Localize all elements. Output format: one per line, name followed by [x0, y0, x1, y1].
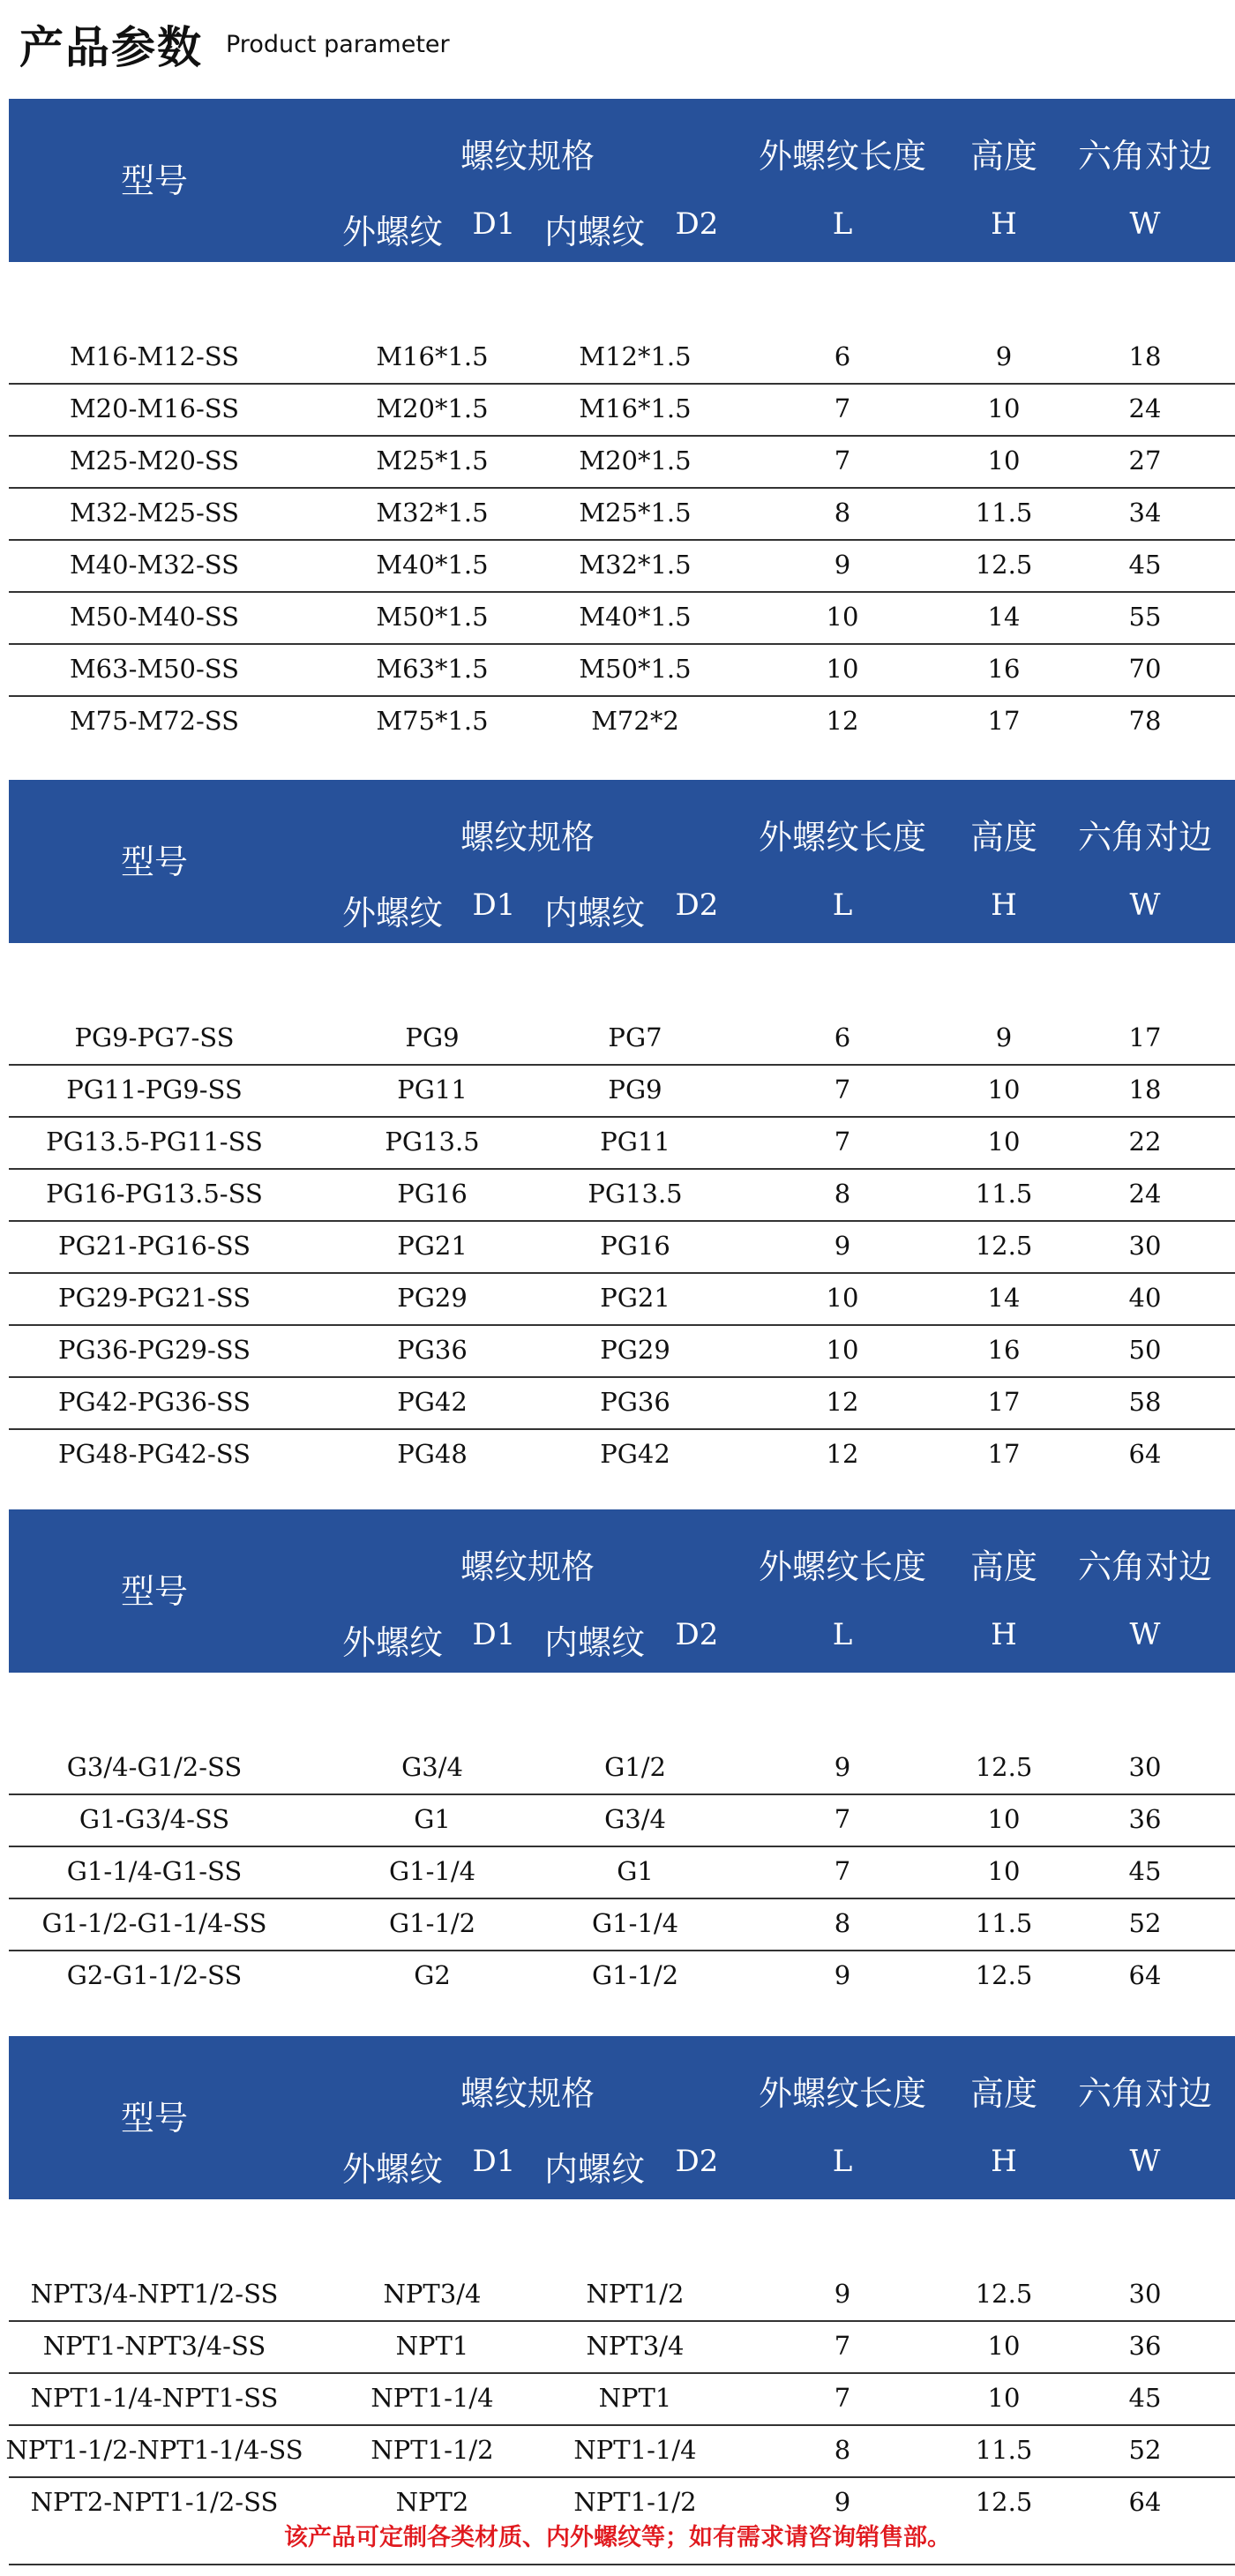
cell-hex: 30: [1128, 1231, 1162, 1261]
cell-inner-thread: M20*1.5: [579, 446, 692, 476]
cell-hex: 64: [1128, 1439, 1162, 1469]
cell-height: 10: [987, 393, 1021, 423]
cell-outer-thread: PG16: [397, 1179, 468, 1209]
cell-height: 10: [987, 1804, 1021, 1834]
cell-inner-thread: PG13.5: [588, 1179, 683, 1209]
cell-length: 10: [826, 1335, 859, 1365]
header-w: W: [1129, 887, 1161, 923]
cell-length: 9: [834, 2487, 851, 2517]
cell-height: 12.5: [975, 1752, 1033, 1782]
header-h: H: [991, 1617, 1017, 1652]
cell-length: 8: [834, 2435, 851, 2465]
cell-inner-thread: G1-1/4: [591, 1908, 679, 1938]
cell-outer-thread: NPT1-1/2: [370, 2435, 494, 2465]
cell-model: G1-G3/4-SS: [79, 1804, 230, 1834]
table-row: [9, 2270, 1235, 2322]
cell-hex: 30: [1128, 1752, 1162, 1782]
cell-hex: 52: [1128, 2435, 1162, 2465]
header-hex-across-flats: 六角对边: [1077, 137, 1213, 176]
table-row: [9, 1014, 1235, 1066]
table-body: [9, 333, 1235, 747]
cell-hex: 30: [1128, 2279, 1162, 2309]
header-w: W: [1129, 2144, 1161, 2179]
cell-height: 10: [987, 1075, 1021, 1105]
cell-outer-thread: M63*1.5: [376, 654, 489, 684]
table-header: [9, 780, 1235, 943]
cell-hex: 40: [1128, 1283, 1162, 1313]
cell-hex: 18: [1128, 1075, 1162, 1105]
header-h: H: [991, 887, 1017, 923]
cell-length: 7: [834, 2383, 851, 2413]
header-outer-thread: 外螺纹: [341, 2150, 444, 2189]
cell-length: 10: [826, 1283, 859, 1313]
cell-model: PG13.5-PG11-SS: [46, 1127, 263, 1157]
cell-height: 10: [987, 2383, 1021, 2413]
cell-length: 7: [834, 393, 851, 423]
cell-height: 12.5: [975, 1231, 1033, 1261]
table-body: [9, 1743, 1235, 2002]
cell-inner-thread: M50*1.5: [579, 654, 692, 684]
table-row: [9, 1066, 1235, 1118]
cell-inner-thread: M12*1.5: [579, 341, 692, 371]
cell-model: M50-M40-SS: [69, 602, 240, 632]
cell-inner-thread: PG42: [600, 1439, 670, 1469]
cell-model: M63-M50-SS: [69, 654, 240, 684]
header-model: 型号: [120, 842, 189, 881]
cell-inner-thread: PG7: [608, 1022, 662, 1052]
cell-hex: 58: [1128, 1387, 1162, 1417]
cell-model: NPT1-1/4-NPT1-SS: [30, 2383, 279, 2413]
header-external-length: 外螺纹长度: [758, 818, 927, 857]
header-w: W: [1129, 1617, 1161, 1652]
table-row: [9, 1795, 1235, 1847]
header-d2: D2: [675, 2144, 719, 2179]
cell-outer-thread: NPT1-1/4: [370, 2383, 494, 2413]
cell-height: 9: [995, 341, 1013, 371]
header-thread-spec: 螺纹规格: [460, 1547, 595, 1586]
cell-model: M32-M25-SS: [69, 498, 240, 528]
cell-height: 12.5: [975, 2279, 1033, 2309]
cell-height: 17: [987, 1387, 1021, 1417]
header-external-length: 外螺纹长度: [758, 1547, 927, 1586]
cell-model: NPT1-1/2-NPT1-1/4-SS: [5, 2435, 303, 2465]
cell-inner-thread: PG36: [600, 1387, 670, 1417]
cell-model: PG9-PG7-SS: [74, 1022, 235, 1052]
cell-inner-thread: G1-1/2: [591, 1960, 679, 1990]
cell-hex: 34: [1128, 498, 1162, 528]
header-height: 高度: [969, 818, 1038, 857]
cell-outer-thread: PG36: [397, 1335, 468, 1365]
cell-inner-thread: M32*1.5: [579, 550, 692, 580]
cell-length: 7: [834, 1856, 851, 1886]
cell-hex: 64: [1128, 2487, 1162, 2517]
cell-inner-thread: M16*1.5: [579, 393, 692, 423]
cell-inner-thread: G1: [617, 1856, 654, 1886]
cell-model: PG21-PG16-SS: [58, 1231, 251, 1261]
cell-outer-thread: M16*1.5: [376, 341, 489, 371]
cell-inner-thread: PG11: [600, 1127, 670, 1157]
cell-hex: 24: [1128, 1179, 1162, 1209]
cell-inner-thread: G3/4: [604, 1804, 666, 1834]
header-inner-thread: 内螺纹: [543, 213, 646, 251]
header-model: 型号: [120, 2099, 189, 2138]
cell-inner-thread: PG29: [600, 1335, 670, 1365]
cell-hex: 18: [1128, 341, 1162, 371]
cell-length: 7: [834, 1804, 851, 1834]
bottom-divider: [9, 2564, 1235, 2565]
cell-outer-thread: G2: [414, 1960, 451, 1990]
cell-outer-thread: G3/4: [401, 1752, 463, 1782]
cell-height: 9: [995, 1022, 1013, 1052]
parameter-table: [9, 99, 1235, 747]
cell-outer-thread: M20*1.5: [376, 393, 489, 423]
cell-model: PG42-PG36-SS: [58, 1387, 251, 1417]
cell-inner-thread: NPT3/4: [586, 2331, 685, 2361]
cell-model: M16-M12-SS: [69, 341, 240, 371]
table-row: [9, 1118, 1235, 1170]
parameter-table: [9, 780, 1235, 1480]
cell-height: 10: [987, 1856, 1021, 1886]
header-l: L: [832, 1617, 853, 1652]
header-height: 高度: [969, 137, 1038, 176]
cell-hex: 45: [1128, 1856, 1162, 1886]
cell-inner-thread: M25*1.5: [579, 498, 692, 528]
table-body: [9, 1014, 1235, 1480]
cell-outer-thread: M40*1.5: [376, 550, 489, 580]
cell-length: 7: [834, 446, 851, 476]
cell-outer-thread: G1-1/2: [388, 1908, 476, 1938]
cell-outer-thread: PG9: [405, 1022, 460, 1052]
cell-outer-thread: M50*1.5: [376, 602, 489, 632]
cell-outer-thread: NPT1: [395, 2331, 469, 2361]
cell-height: 10: [987, 1127, 1021, 1157]
title-chinese: 产品参数: [19, 22, 203, 73]
table-row: [9, 541, 1235, 593]
cell-outer-thread: M75*1.5: [376, 706, 489, 736]
cell-length: 12: [826, 706, 859, 736]
cell-hex: 55: [1128, 602, 1162, 632]
footer-note: 该产品可定制各类材质、内外螺纹等；如有需求请咨询销售部。: [284, 2524, 951, 2551]
header-thread-spec: 螺纹规格: [460, 818, 595, 857]
table-row: [9, 333, 1235, 385]
header-inner-thread: 内螺纹: [543, 1623, 646, 1662]
cell-hex: 22: [1128, 1127, 1162, 1157]
table-body: [5, 2270, 1235, 2528]
table-row: [5, 2426, 1235, 2478]
header-outer-thread: 外螺纹: [341, 213, 444, 251]
table-row: [9, 489, 1235, 541]
header-d1: D1: [472, 2144, 516, 2179]
cell-model: PG16-PG13.5-SS: [46, 1179, 263, 1209]
table-row: [9, 385, 1235, 437]
cell-model: M20-M16-SS: [69, 393, 240, 423]
table-row: [9, 1951, 1235, 2002]
cell-model: NPT3/4-NPT1/2-SS: [30, 2279, 279, 2309]
cell-length: 6: [834, 341, 851, 371]
header-h: H: [991, 2144, 1017, 2179]
cell-height: 14: [987, 1283, 1021, 1313]
cell-inner-thread: M72*2: [591, 706, 679, 736]
cell-outer-thread: NPT2: [395, 2487, 469, 2517]
table-row: [9, 1222, 1235, 1274]
cell-height: 10: [987, 446, 1021, 476]
cell-hex: 36: [1128, 2331, 1162, 2361]
cell-height: 16: [987, 1335, 1021, 1365]
cell-length: 8: [834, 498, 851, 528]
header-external-length: 外螺纹长度: [758, 137, 927, 176]
cell-model: G3/4-G1/2-SS: [66, 1752, 243, 1782]
cell-model: NPT1-NPT3/4-SS: [42, 2331, 266, 2361]
cell-model: PG29-PG21-SS: [58, 1283, 251, 1313]
cell-length: 9: [834, 1231, 851, 1261]
table-header: [9, 2036, 1235, 2199]
header-height: 高度: [969, 1547, 1038, 1586]
cell-hex: 78: [1128, 706, 1162, 736]
header-outer-thread: 外螺纹: [341, 1623, 444, 1662]
header-d2: D2: [675, 206, 719, 242]
parameter-table: [9, 1509, 1235, 2002]
cell-hex: 45: [1128, 550, 1162, 580]
cell-inner-thread: NPT1-1/4: [573, 2435, 697, 2465]
cell-height: 17: [987, 706, 1021, 736]
cell-outer-thread: PG42: [397, 1387, 468, 1417]
header-thread-spec: 螺纹规格: [460, 2074, 595, 2113]
table-row: [9, 1899, 1235, 1951]
header-inner-thread: 内螺纹: [543, 2150, 646, 2189]
cell-model: PG36-PG29-SS: [58, 1335, 251, 1365]
cell-hex: 70: [1128, 654, 1162, 684]
cell-height: 11.5: [975, 1179, 1033, 1209]
header-hex-across-flats: 六角对边: [1077, 818, 1213, 857]
cell-length: 8: [834, 1908, 851, 1938]
header-external-length: 外螺纹长度: [758, 2074, 927, 2113]
cell-inner-thread: PG21: [600, 1283, 670, 1313]
cell-height: 17: [987, 1439, 1021, 1469]
table-row: [9, 645, 1235, 697]
header-l: L: [832, 887, 853, 923]
cell-model: G1-1/2-G1-1/4-SS: [41, 1908, 267, 1938]
header-d2: D2: [675, 887, 719, 923]
table-row: [9, 1274, 1235, 1326]
cell-hex: 27: [1128, 446, 1162, 476]
cell-inner-thread: M40*1.5: [579, 602, 692, 632]
header-model: 型号: [120, 161, 189, 200]
cell-height: 11.5: [975, 498, 1033, 528]
table-header: [9, 99, 1235, 262]
cell-length: 10: [826, 602, 859, 632]
cell-outer-thread: G1-1/4: [388, 1856, 476, 1886]
cell-length: 7: [834, 2331, 851, 2361]
header-hex-across-flats: 六角对边: [1077, 2074, 1213, 2113]
table-row: [9, 1743, 1235, 1795]
table-row: [9, 2322, 1235, 2374]
cell-outer-thread: PG21: [397, 1231, 468, 1261]
cell-length: 10: [826, 654, 859, 684]
cell-model: M25-M20-SS: [69, 446, 240, 476]
cell-outer-thread: M32*1.5: [376, 498, 489, 528]
header-height: 高度: [969, 2074, 1038, 2113]
cell-model: NPT2-NPT1-1/2-SS: [30, 2487, 279, 2517]
header-d2: D2: [675, 1617, 719, 1652]
cell-outer-thread: PG48: [397, 1439, 468, 1469]
cell-inner-thread: NPT1/2: [586, 2279, 685, 2309]
header-l: L: [832, 2144, 853, 2179]
cell-height: 12.5: [975, 1960, 1033, 1990]
table-row: [9, 697, 1235, 747]
cell-inner-thread: G1/2: [604, 1752, 666, 1782]
cell-outer-thread: NPT3/4: [383, 2279, 482, 2309]
cell-height: 16: [987, 654, 1021, 684]
cell-height: 14: [987, 602, 1021, 632]
header-thread-spec: 螺纹规格: [460, 137, 595, 176]
cell-height: 10: [987, 2331, 1021, 2361]
cell-hex: 36: [1128, 1804, 1162, 1834]
cell-length: 7: [834, 1127, 851, 1157]
cell-model: M40-M32-SS: [69, 550, 240, 580]
cell-length: 9: [834, 1752, 851, 1782]
cell-model: M75-M72-SS: [69, 706, 240, 736]
cell-length: 7: [834, 1075, 851, 1105]
cell-inner-thread: PG9: [608, 1075, 662, 1105]
cell-outer-thread: PG11: [397, 1075, 468, 1105]
cell-outer-thread: G1: [414, 1804, 451, 1834]
cell-hex: 24: [1128, 393, 1162, 423]
title-english: Product parameter: [226, 30, 450, 58]
table-row: [9, 593, 1235, 645]
cell-inner-thread: PG16: [600, 1231, 670, 1261]
header-model: 型号: [120, 1572, 189, 1611]
cell-length: 9: [834, 550, 851, 580]
header-l: L: [832, 206, 853, 242]
cell-hex: 45: [1128, 2383, 1162, 2413]
cell-height: 11.5: [975, 2435, 1033, 2465]
cell-inner-thread: NPT1: [598, 2383, 672, 2413]
cell-length: 6: [834, 1022, 851, 1052]
parameter-table: [5, 2036, 1235, 2528]
header-d1: D1: [472, 887, 516, 923]
cell-model: G2-G1-1/2-SS: [66, 1960, 243, 1990]
cell-length: 9: [834, 1960, 851, 1990]
table-row: [9, 1326, 1235, 1378]
page-title: [19, 9, 450, 79]
cell-height: 12.5: [975, 2487, 1033, 2517]
header-d1: D1: [472, 1617, 516, 1652]
header-d1: D1: [472, 206, 516, 242]
cell-model: PG11-PG9-SS: [66, 1075, 243, 1105]
cell-height: 11.5: [975, 1908, 1033, 1938]
header-inner-thread: 内螺纹: [543, 894, 646, 932]
cell-model: G1-1/4-G1-SS: [66, 1856, 243, 1886]
table-row: [9, 1847, 1235, 1899]
cell-outer-thread: M25*1.5: [376, 446, 489, 476]
table-row: [9, 2374, 1235, 2426]
header-h: H: [991, 206, 1017, 242]
cell-hex: 52: [1128, 1908, 1162, 1938]
cell-hex: 64: [1128, 1960, 1162, 1990]
cell-hex: 50: [1128, 1335, 1162, 1365]
cell-hex: 17: [1128, 1022, 1162, 1052]
cell-model: PG48-PG42-SS: [58, 1439, 251, 1469]
table-row: [9, 1378, 1235, 1430]
cell-length: 12: [826, 1439, 859, 1469]
cell-length: 12: [826, 1387, 859, 1417]
header-outer-thread: 外螺纹: [341, 894, 444, 932]
header-hex-across-flats: 六角对边: [1077, 1547, 1213, 1586]
cell-outer-thread: PG13.5: [385, 1127, 480, 1157]
header-w: W: [1129, 206, 1161, 242]
cell-height: 12.5: [975, 550, 1033, 580]
cell-inner-thread: NPT1-1/2: [573, 2487, 697, 2517]
table-row: [9, 1430, 1235, 1480]
table-row: [9, 1170, 1235, 1222]
table-header: [9, 1509, 1235, 1673]
cell-outer-thread: PG29: [397, 1283, 468, 1313]
cell-length: 9: [834, 2279, 851, 2309]
cell-length: 8: [834, 1179, 851, 1209]
table-row: [9, 437, 1235, 489]
